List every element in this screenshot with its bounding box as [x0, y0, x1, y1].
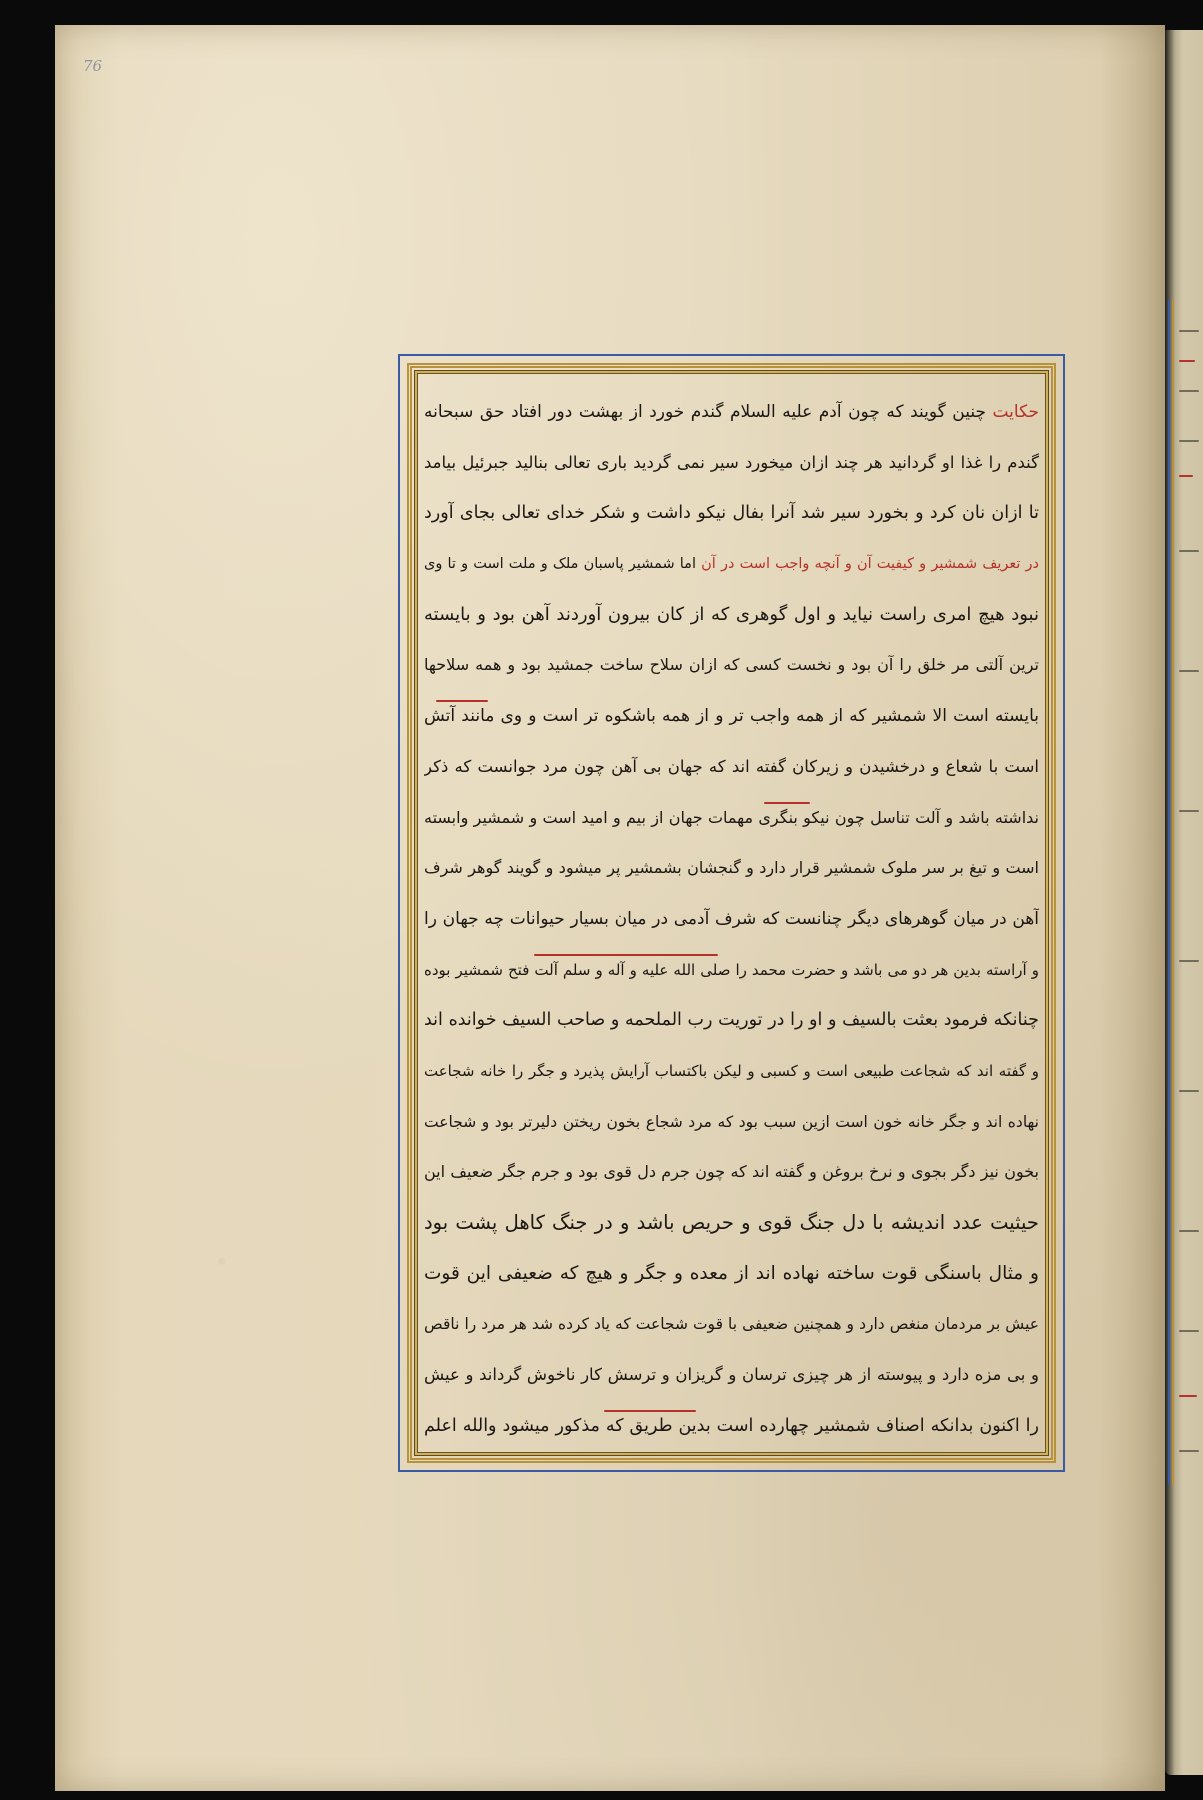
- next-page-ink-fragment: [1179, 440, 1199, 442]
- body-text: آهن در میان گوهرهای دیگر چنانست که شرف آدمی در میان بسیار حیوانات چه جهان را: [424, 908, 1039, 929]
- next-page-red-fragment: [1179, 475, 1193, 477]
- manuscript-page: [55, 25, 1165, 1791]
- folio-number: 76: [83, 57, 103, 75]
- body-text: را اکنون بدانکه اصناف شمشیر چهارده است بدین طریق که مذکور میشود والله اعلم: [424, 1415, 1039, 1436]
- red-overline-mark: [764, 802, 810, 804]
- body-text: بایسته است الا شمشیر که از همه واجب تر و از همه باشکوه تر است و وی مانند آتش: [424, 706, 1039, 727]
- text-line-16: [424, 1147, 1039, 1198]
- text-frame-blue-rule: [398, 354, 1065, 1472]
- next-page-ink-fragment: [1179, 1450, 1199, 1452]
- next-page-ink-fragment: [1179, 390, 1199, 392]
- text-line-8: [424, 742, 1039, 793]
- body-text: نهاده اند و جگر خانه خون است ازین سبب بود که مرد شجاع بخون ریختن دلیرتر بود و شجاعت: [424, 1112, 1039, 1131]
- red-overline-mark: [604, 1410, 696, 1412]
- next-page-red-fragment: [1179, 360, 1195, 362]
- next-page-ink-fragment: [1179, 1090, 1199, 1092]
- text-line-13: [424, 995, 1039, 1046]
- text-line-3: [424, 488, 1039, 539]
- next-page-blue-rule: [1168, 300, 1170, 1485]
- text-line-19: [424, 1299, 1039, 1350]
- body-text: گندم را غذا او گردانید هر چند ازان میخورد سیر نمی گردید باری تعالی بنالید جبرئیل بیامد: [424, 452, 1039, 472]
- body-text: است با شعاع و درخشیدن و زیرکان گفته اند که جهان بی آهن چون مرد جوانست که ذکر: [424, 756, 1039, 776]
- next-page-ink-fragment: [1179, 550, 1199, 552]
- next-page-edge: [1165, 30, 1203, 1775]
- body-text: عیش بر مردمان منغص دارد و همچنین ضعیفی با قوت شجاعت که یاد کرده شد هر مرد را ناقص: [424, 1315, 1039, 1334]
- body-text: و آراسته بدین هر دو می باشد و حضرت محمد را صلی الله علیه و آله و سلم آلت فتح شمشیر بوده: [424, 960, 1039, 979]
- text-line-14: [424, 1046, 1039, 1097]
- text-line-9: [424, 793, 1039, 844]
- text-line-2: [424, 438, 1039, 489]
- rubric-heading: حکایت: [992, 402, 1039, 422]
- text-line-11: [424, 894, 1039, 945]
- body-text: حیثیت عدد اندیشه با دل جنگ قوی و حریص باشد و در جنگ کاهل پشت بود: [424, 1211, 1039, 1234]
- text-line-4: [424, 539, 1039, 590]
- body-text: چنین گویند که چون آدم علیه السلام گندم خورد از بهشت دور افتاد حق سبحانه: [424, 402, 986, 422]
- rubric-heading: در تعریف شمشیر و کیفیت آن و آنچه واجب است در آن: [701, 556, 1039, 573]
- next-page-ink-fragment: [1179, 960, 1199, 962]
- next-page-ink-fragment: [1179, 330, 1199, 332]
- red-overline-mark: [436, 700, 488, 702]
- text-line-20: [424, 1350, 1039, 1401]
- next-page-ink-fragment: [1179, 810, 1199, 812]
- body-text: و بی مزه دارد و پیوسته از هر چیزی ترسان و گریزان و ترسش کار ناخوش گرداند و عیش: [424, 1365, 1039, 1385]
- next-page-ink-fragment: [1179, 670, 1199, 672]
- text-block: [424, 387, 1039, 1451]
- text-line-10: [424, 843, 1039, 894]
- text-line-1: [424, 387, 1039, 438]
- next-page-gold-rule: [1172, 300, 1174, 1485]
- text-line-6: [424, 640, 1039, 691]
- next-page-ink-fragment: [1179, 1230, 1199, 1232]
- next-page-ink-fragment: [1179, 1330, 1199, 1332]
- text-line-21: [424, 1401, 1039, 1452]
- body-text: بخون نیز دگر بجوی و نرخ بروغن و گفته اند که چون جرم دل قوی بود و جرم جگر ضعیف این: [424, 1162, 1039, 1182]
- body-text: است و تیغ بر سر ملوک شمشیر قرار دارد و گنجشان بشمشیر پر میشود و گویند گوهر شرف: [424, 858, 1039, 878]
- text-line-5: [424, 590, 1039, 641]
- text-line-12: [424, 945, 1039, 996]
- body-text: و گفته اند که شجاعت طبیعی است و کسبی و لیکن باکتساب آرایش پذیرد و جگر را خانه شجاعت: [424, 1061, 1039, 1080]
- body-text: و مثال باسنگی قوت ساخته نهاده اند از معده و جگر و هیچ که ضعیفی این قوت: [424, 1262, 1039, 1284]
- text-line-17: [424, 1198, 1039, 1249]
- body-text: نداشته باشد و آلت تناسل چون نیکو بنگری مهمات جهان از بیم و امید است و شمشیر وابسته: [424, 807, 1039, 827]
- body-text: اما شمشیر پاسبان ملک و ملت است و تا وی: [424, 556, 696, 573]
- text-line-18: [424, 1249, 1039, 1300]
- body-text: ترین آلتی مر خلق را آن بود و نخست کسی که ازان سلاح ساخت جمشید بود و همه سلاحها: [424, 655, 1039, 675]
- red-overline-mark: [534, 954, 718, 956]
- body-text: نبود هیچ امری راست نیاید و اول گوهری که از کان بیرون آوردند آهن بود و بایسته: [424, 603, 1039, 625]
- body-text: چنانکه فرمود بعثت بالسیف و او را در توریت رب الملحمه و صاحب السیف خوانده اند: [424, 1010, 1039, 1031]
- next-page-red-fragment: [1179, 1395, 1197, 1397]
- body-text: تا ازان نان کرد و بخورد سیر شد آنرا بفال نیکو داشت و شکر خدای تعالی بجای آورد: [424, 503, 1039, 524]
- text-line-7: [424, 691, 1039, 742]
- text-line-15: [424, 1097, 1039, 1148]
